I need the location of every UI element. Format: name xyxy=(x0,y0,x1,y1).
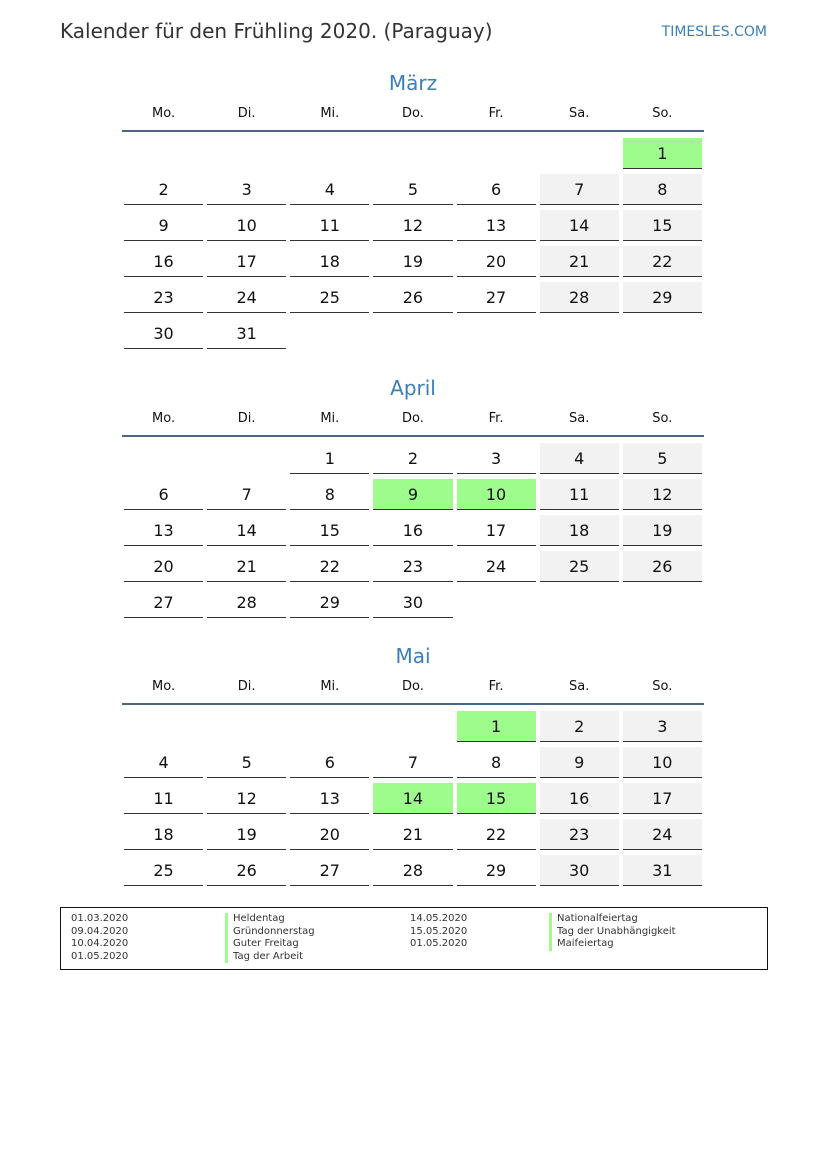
weekday-label: Fr. xyxy=(488,679,504,694)
legend-names-1 xyxy=(225,913,315,963)
week-row xyxy=(122,782,704,818)
week-row xyxy=(122,746,704,782)
day-number: 24 xyxy=(457,551,536,582)
weekday-header xyxy=(122,105,704,132)
legend-date: 15.05.2020 xyxy=(410,925,468,937)
empty-day-cell xyxy=(621,317,704,353)
day-cell xyxy=(205,818,288,854)
empty-day-cell xyxy=(122,710,205,746)
day-number: 27 xyxy=(124,587,203,618)
day-number: 19 xyxy=(623,515,702,546)
day-number: 18 xyxy=(290,246,369,277)
day-number: 16 xyxy=(124,246,203,277)
empty-day xyxy=(124,138,203,168)
day-cell xyxy=(538,209,621,245)
day-number: 21 xyxy=(207,551,286,582)
day-number: 3 xyxy=(623,711,702,742)
day-cell xyxy=(371,854,454,890)
empty-day xyxy=(124,711,203,741)
day-number: 15 xyxy=(457,783,536,814)
day-number: 4 xyxy=(290,174,369,205)
day-cell xyxy=(288,209,371,245)
brand-link[interactable]: TIMESLES.COM xyxy=(661,24,767,40)
week-row xyxy=(122,137,704,173)
legend-date: 01.03.2020 xyxy=(71,913,129,924)
month-title: April xyxy=(390,376,436,400)
day-cell xyxy=(122,550,205,586)
day-number: 26 xyxy=(373,282,452,313)
empty-day xyxy=(373,711,452,741)
empty-day-cell xyxy=(455,137,538,173)
weekday-header xyxy=(122,678,704,705)
holiday-legend xyxy=(60,907,768,970)
day-number: 11 xyxy=(540,479,619,510)
day-number: 23 xyxy=(373,551,452,582)
day-number: 29 xyxy=(457,855,536,886)
day-number: 27 xyxy=(457,282,536,313)
month-may xyxy=(122,641,704,890)
day-cell xyxy=(371,818,454,854)
day-number: 15 xyxy=(623,210,702,241)
day-number: 16 xyxy=(373,515,452,546)
day-number: 26 xyxy=(207,855,286,886)
day-cell xyxy=(538,710,621,746)
day-number: 21 xyxy=(540,246,619,277)
day-cell xyxy=(122,782,205,818)
empty-day xyxy=(207,711,286,741)
week-row xyxy=(122,281,704,317)
day-cell xyxy=(621,746,704,782)
day-number: 10 xyxy=(457,479,536,510)
day-number: 14 xyxy=(540,210,619,241)
day-cell xyxy=(205,746,288,782)
day-number: 10 xyxy=(207,210,286,241)
empty-day-cell xyxy=(122,442,205,478)
day-number: 7 xyxy=(540,174,619,205)
day-number: 18 xyxy=(124,819,203,850)
weekday-label: Mi. xyxy=(320,411,340,426)
day-cell xyxy=(621,442,704,478)
holiday-day-cell xyxy=(621,137,704,173)
day-cell xyxy=(455,550,538,586)
day-number: 13 xyxy=(290,783,369,814)
weeks xyxy=(122,437,704,622)
empty-day xyxy=(457,587,536,617)
day-number: 13 xyxy=(457,210,536,241)
day-number: 2 xyxy=(124,174,203,205)
day-number: 29 xyxy=(623,282,702,313)
day-number: 2 xyxy=(540,711,619,742)
weekday-label: Mi. xyxy=(320,106,340,121)
week-row xyxy=(122,478,704,514)
day-number: 20 xyxy=(290,819,369,850)
day-number: 31 xyxy=(207,318,286,349)
day-number: 22 xyxy=(290,551,369,582)
empty-day xyxy=(623,587,702,617)
day-number: 5 xyxy=(623,443,702,474)
day-number: 2 xyxy=(373,443,452,474)
day-cell xyxy=(371,746,454,782)
day-number: 27 xyxy=(290,855,369,886)
week-row xyxy=(122,209,704,245)
empty-day-cell xyxy=(288,710,371,746)
legend-holiday-name: Nationalfeiertag xyxy=(549,913,676,926)
day-cell xyxy=(621,782,704,818)
month-april xyxy=(122,373,704,622)
day-number: 20 xyxy=(457,246,536,277)
empty-day xyxy=(457,138,536,168)
day-number: 14 xyxy=(207,515,286,546)
empty-day xyxy=(207,443,286,473)
weekday-label: Mo. xyxy=(152,411,176,426)
day-cell xyxy=(371,281,454,317)
weekday-label: Do. xyxy=(402,411,424,426)
day-cell xyxy=(455,209,538,245)
day-cell xyxy=(205,209,288,245)
holiday-day-cell xyxy=(455,782,538,818)
day-number: 19 xyxy=(207,819,286,850)
empty-day xyxy=(540,587,619,617)
legend-dates-1 xyxy=(71,913,128,963)
empty-day-cell xyxy=(205,710,288,746)
day-number: 23 xyxy=(540,819,619,850)
month-march xyxy=(122,68,704,353)
day-cell xyxy=(538,245,621,281)
day-number: 12 xyxy=(623,479,702,510)
day-cell xyxy=(538,173,621,209)
empty-day-cell xyxy=(205,442,288,478)
empty-day-cell xyxy=(288,317,371,353)
day-number: 25 xyxy=(124,855,203,886)
day-cell xyxy=(122,746,205,782)
day-number: 20 xyxy=(124,551,203,582)
legend-holiday-name: Heldentag xyxy=(225,913,315,926)
day-number: 24 xyxy=(207,282,286,313)
weeks xyxy=(122,132,704,353)
day-cell xyxy=(122,209,205,245)
day-number: 30 xyxy=(540,855,619,886)
weekday-label: Sa. xyxy=(569,411,590,426)
day-number: 25 xyxy=(290,282,369,313)
day-cell xyxy=(621,514,704,550)
day-cell xyxy=(621,245,704,281)
day-cell xyxy=(455,173,538,209)
day-cell xyxy=(288,746,371,782)
legend-dates-2 xyxy=(410,913,467,951)
day-cell xyxy=(205,478,288,514)
day-cell xyxy=(538,782,621,818)
day-cell xyxy=(288,442,371,478)
day-number: 11 xyxy=(124,783,203,814)
day-cell xyxy=(455,442,538,478)
month-title: März xyxy=(388,71,438,95)
week-row xyxy=(122,586,704,622)
weekday-label: Do. xyxy=(402,679,424,694)
day-cell xyxy=(455,281,538,317)
day-number: 28 xyxy=(373,855,452,886)
weekday-label: Di. xyxy=(237,106,256,121)
legend-date: 14.05.2020 xyxy=(410,913,468,924)
day-number: 17 xyxy=(207,246,286,277)
day-number: 9 xyxy=(540,747,619,778)
empty-day xyxy=(540,138,619,168)
day-cell xyxy=(205,281,288,317)
day-cell xyxy=(205,586,288,622)
day-cell xyxy=(288,478,371,514)
empty-day xyxy=(623,318,702,348)
day-number: 7 xyxy=(373,747,452,778)
day-cell xyxy=(538,550,621,586)
day-cell xyxy=(122,281,205,317)
day-number: 1 xyxy=(457,711,536,742)
day-number: 22 xyxy=(623,246,702,277)
day-cell xyxy=(621,478,704,514)
day-cell xyxy=(371,209,454,245)
weekday-label: Do. xyxy=(402,106,424,121)
day-cell xyxy=(288,782,371,818)
day-cell xyxy=(371,442,454,478)
holiday-day-cell xyxy=(455,478,538,514)
day-cell xyxy=(621,710,704,746)
day-number: 12 xyxy=(373,210,452,241)
day-cell xyxy=(288,281,371,317)
day-cell xyxy=(122,317,205,353)
day-cell xyxy=(621,173,704,209)
day-number: 8 xyxy=(457,747,536,778)
day-number: 9 xyxy=(373,479,452,510)
day-cell xyxy=(371,245,454,281)
day-cell xyxy=(538,854,621,890)
day-number: 3 xyxy=(207,174,286,205)
legend-holiday-name: Gründonnerstag xyxy=(225,926,315,939)
day-number: 26 xyxy=(623,551,702,582)
empty-day xyxy=(373,318,452,348)
day-cell xyxy=(538,281,621,317)
day-number: 5 xyxy=(207,747,286,778)
day-number: 23 xyxy=(124,282,203,313)
day-number: 29 xyxy=(290,587,369,618)
day-number: 28 xyxy=(540,282,619,313)
empty-day xyxy=(373,138,452,168)
legend-holiday-name: Tag der Arbeit xyxy=(225,951,315,964)
empty-day xyxy=(207,138,286,168)
empty-day xyxy=(290,138,369,168)
day-number: 10 xyxy=(623,747,702,778)
day-cell xyxy=(288,818,371,854)
week-row xyxy=(122,854,704,890)
day-number: 6 xyxy=(457,174,536,205)
day-cell xyxy=(288,854,371,890)
day-cell xyxy=(371,173,454,209)
day-cell xyxy=(455,854,538,890)
weekday-label: Sa. xyxy=(569,679,590,694)
legend-holiday-name: Tag der Unabhängigkeit xyxy=(549,926,676,939)
day-cell xyxy=(288,586,371,622)
day-number: 1 xyxy=(623,138,702,169)
page-title: Kalender für den Frühling 2020. (Paraguay) xyxy=(60,19,493,43)
week-row xyxy=(122,818,704,854)
day-cell xyxy=(455,818,538,854)
empty-day-cell xyxy=(538,586,621,622)
day-cell xyxy=(205,550,288,586)
empty-day-cell xyxy=(371,137,454,173)
day-number: 14 xyxy=(373,783,452,814)
day-cell xyxy=(205,514,288,550)
weekday-header xyxy=(122,410,704,437)
empty-day-cell xyxy=(371,710,454,746)
day-cell xyxy=(288,550,371,586)
day-cell xyxy=(538,746,621,782)
day-number: 4 xyxy=(540,443,619,474)
day-cell xyxy=(621,209,704,245)
day-cell xyxy=(122,478,205,514)
day-cell xyxy=(205,245,288,281)
day-cell xyxy=(122,173,205,209)
day-cell xyxy=(122,514,205,550)
day-number: 19 xyxy=(373,246,452,277)
legend-date: 10.04.2020 xyxy=(71,938,129,950)
empty-day-cell xyxy=(538,317,621,353)
empty-day xyxy=(457,318,536,348)
day-number: 25 xyxy=(540,551,619,582)
day-number: 1 xyxy=(290,443,369,474)
day-cell xyxy=(455,514,538,550)
day-cell xyxy=(621,281,704,317)
day-cell xyxy=(621,818,704,854)
day-number: 4 xyxy=(124,747,203,778)
day-cell xyxy=(122,586,205,622)
day-number: 8 xyxy=(623,174,702,205)
day-cell xyxy=(205,854,288,890)
day-cell xyxy=(288,514,371,550)
day-number: 24 xyxy=(623,819,702,850)
day-number: 7 xyxy=(207,479,286,510)
day-cell xyxy=(538,514,621,550)
day-number: 18 xyxy=(540,515,619,546)
day-number: 30 xyxy=(373,587,452,618)
day-cell xyxy=(621,550,704,586)
month-title: Mai xyxy=(395,644,431,668)
empty-day-cell xyxy=(621,586,704,622)
day-cell xyxy=(205,173,288,209)
holiday-day-cell xyxy=(371,782,454,818)
week-row xyxy=(122,550,704,586)
day-number: 6 xyxy=(290,747,369,778)
day-cell xyxy=(205,782,288,818)
day-number: 13 xyxy=(124,515,203,546)
empty-day-cell xyxy=(455,586,538,622)
day-cell xyxy=(288,245,371,281)
legend-holiday-name: Maifeiertag xyxy=(549,938,676,951)
day-cell xyxy=(371,514,454,550)
week-row xyxy=(122,317,704,353)
day-number: 8 xyxy=(290,479,369,510)
day-number: 11 xyxy=(290,210,369,241)
empty-day-cell xyxy=(455,317,538,353)
weekday-label: So. xyxy=(652,679,673,694)
day-cell xyxy=(288,173,371,209)
day-cell xyxy=(538,818,621,854)
weekday-label: Mi. xyxy=(320,679,340,694)
day-number: 15 xyxy=(290,515,369,546)
weeks xyxy=(122,705,704,890)
day-number: 9 xyxy=(124,210,203,241)
week-row xyxy=(122,173,704,209)
day-cell xyxy=(538,442,621,478)
day-cell xyxy=(621,854,704,890)
weekday-label: Sa. xyxy=(569,106,590,121)
day-cell xyxy=(122,818,205,854)
weekday-label: So. xyxy=(652,106,673,121)
day-cell xyxy=(122,854,205,890)
legend-date: 01.05.2020 xyxy=(410,938,468,950)
empty-day-cell xyxy=(371,317,454,353)
weekday-label: Mo. xyxy=(152,106,176,121)
holiday-day-cell xyxy=(371,478,454,514)
day-number: 12 xyxy=(207,783,286,814)
legend-names-2 xyxy=(549,913,676,951)
day-cell xyxy=(538,478,621,514)
day-number: 3 xyxy=(457,443,536,474)
empty-day-cell xyxy=(288,137,371,173)
legend-holiday-name: Guter Freitag xyxy=(225,938,315,951)
day-number: 22 xyxy=(457,819,536,850)
weekday-label: Fr. xyxy=(488,106,504,121)
day-cell xyxy=(455,245,538,281)
empty-day xyxy=(290,711,369,741)
day-number: 21 xyxy=(373,819,452,850)
legend-date: 01.05.2020 xyxy=(71,950,129,962)
day-number: 16 xyxy=(540,783,619,814)
legend-date: 09.04.2020 xyxy=(71,925,129,937)
empty-day-cell xyxy=(205,137,288,173)
empty-day xyxy=(290,318,369,348)
day-cell xyxy=(455,746,538,782)
weekday-label: So. xyxy=(652,411,673,426)
weekday-label: Mo. xyxy=(152,679,176,694)
weekday-label: Di. xyxy=(237,679,256,694)
holiday-day-cell xyxy=(455,710,538,746)
week-row xyxy=(122,514,704,550)
day-cell xyxy=(122,245,205,281)
week-row xyxy=(122,245,704,281)
weekday-label: Fr. xyxy=(488,411,504,426)
empty-day xyxy=(540,318,619,348)
empty-day xyxy=(124,443,203,473)
week-row xyxy=(122,710,704,746)
day-number: 30 xyxy=(124,318,203,349)
day-cell xyxy=(371,550,454,586)
day-cell xyxy=(371,586,454,622)
day-number: 28 xyxy=(207,587,286,618)
weekday-label: Di. xyxy=(237,411,256,426)
day-number: 31 xyxy=(623,855,702,886)
empty-day-cell xyxy=(122,137,205,173)
day-number: 17 xyxy=(457,515,536,546)
day-number: 17 xyxy=(623,783,702,814)
day-number: 6 xyxy=(124,479,203,510)
day-cell xyxy=(205,317,288,353)
day-number: 5 xyxy=(373,174,452,205)
week-row xyxy=(122,442,704,478)
empty-day-cell xyxy=(538,137,621,173)
